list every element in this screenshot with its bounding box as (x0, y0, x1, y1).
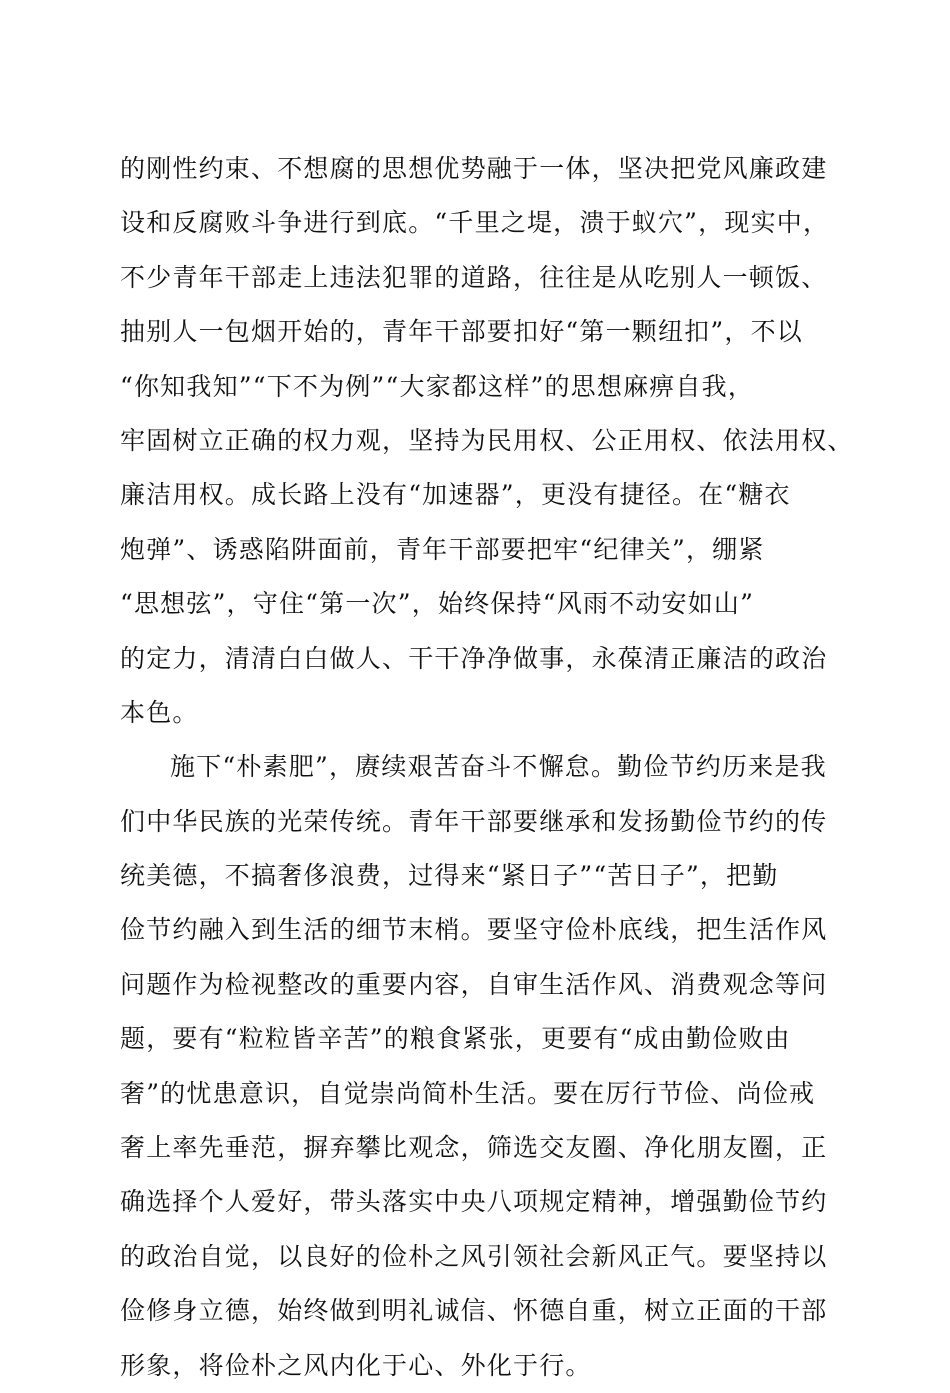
text-line: 的刚性约束、不想腐的思想优势融于一体，坚决把党风廉政建 (120, 154, 828, 183)
document-body (120, 142, 860, 1393)
text-line: 们中华民族的光荣传统。青年干部要继承和发扬勤俭节约的传 (120, 806, 828, 836)
text-line: 抽别人一包烟开始的，青年干部要扣好“第一颗纽扣”，不以 (120, 317, 803, 347)
text-line: 问题作为检视整改的重要内容，自审生活作风、消费观念等问 (120, 969, 828, 999)
text-line: 形象，将俭朴之风内化于心、外化于行。 (120, 1350, 592, 1380)
text-line: “你知我知”“下不为例”“大家都这样”的思想麻痹自我， (120, 371, 755, 401)
text-line: 的政治自觉，以良好的俭朴之风引领社会新风正气。要坚持以 (120, 1241, 828, 1271)
text-line: 奢”的忧患意识，自觉崇尚简朴生活。要在厉行节俭、尚俭戒 (120, 1078, 816, 1108)
text-line: 统美德，不搞奢侈浪费，过得来“紧日子”“苦日子”，把勤 (120, 861, 779, 891)
text-line: 俭节约融入到生活的细节末梢。要坚守俭朴底线，把生活作风 (120, 915, 828, 945)
text-line: 的定力，清清白白做人、干干净净做事，永葆清正廉洁的政治 (120, 643, 828, 673)
text-line: 不少青年干部走上违法犯罪的道路，往往是从吃别人一顿饭、 (120, 262, 828, 292)
text-line: 牢固树立正确的权力观，坚持为民用权、公正用权、依法用权、 (120, 425, 854, 455)
text-line: “思想弦”，守住“第一次”，始终保持“风雨不动安如山” (120, 589, 755, 619)
text-line: 确选择个人爱好，带头落实中央八项规定精神，增强勤俭节约 (120, 1187, 828, 1217)
text-line: 奢上率先垂范，摒弃攀比观念，筛选交友圈、净化朋友圈，正 (120, 1133, 828, 1163)
paragraph-integrity (120, 142, 860, 740)
text-line: 题，要有“粒粒皆辛苦”的粮食紧张，更要有“成由勤俭败由 (120, 1024, 791, 1054)
text-line: 施下“朴素肥”，赓续艰苦奋斗不懈怠。勤俭节约历来是我 (170, 752, 827, 782)
paragraph-frugality (120, 740, 860, 1393)
text-line: 廉洁用权。成长路上没有“加速器”，更没有捷径。在“糖衣 (120, 480, 791, 510)
text-line: 本色。 (120, 697, 199, 727)
text-line: 设和反腐败斗争进行到底。“千里之堤，溃于蚁穴”，现实中， (120, 208, 830, 238)
text-line: 俭修身立德，始终做到明礼诚信、怀德自重，树立正面的干部 (120, 1296, 828, 1326)
text-line: 炮弹”、诱惑陷阱面前，青年干部要把牢“纪律关”，绷紧 (120, 534, 765, 564)
